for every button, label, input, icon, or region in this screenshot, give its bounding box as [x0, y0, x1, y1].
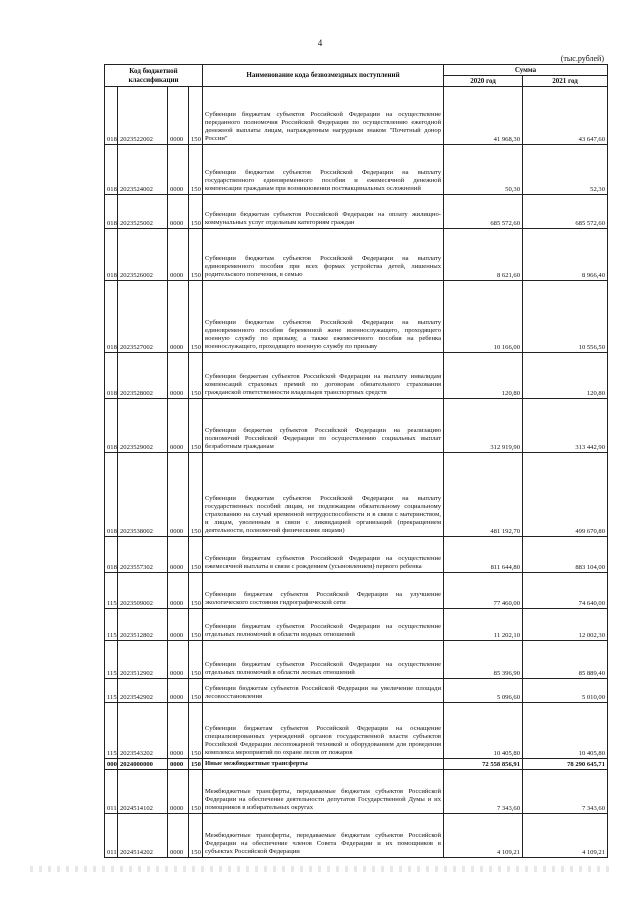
amount-2021-cell: 883 104,00: [523, 537, 608, 573]
description-cell: Субвенции бюджетам субъектов Российской Федерации на осуществление отдельных полномочий в области лесных отношений: [203, 641, 444, 679]
description-cell: Субвенции бюджетам субъектов Российской Федерации на оснащение специализированных учреждений органов государственной власти субъектов Российской Федерации лесопожарной техникой и оборудованием для проведения комплекса мероприятий по охране лесов от пожаров: [203, 703, 444, 759]
amount-2021-cell: 8 966,40: [523, 229, 608, 281]
amount-2021-cell: 74 640,00: [523, 573, 608, 609]
amount-2020-cell: 4 109,21: [444, 813, 523, 857]
income-code-cell: 2023526002: [118, 229, 168, 281]
header-name: Наименование кода безвозмездных поступлений: [203, 65, 444, 87]
amount-2021-cell: 499 670,80: [523, 453, 608, 537]
budget-table: [104, 64, 608, 858]
table-row: [105, 87, 608, 145]
amount-2020-cell: 685 572,60: [444, 195, 523, 229]
income-code-cell: 2023529002: [118, 399, 168, 453]
description-cell: Субвенции бюджетам субъектов Российской Федерации на оплату жилищно-коммунальных услуг отдельным категориям граждан: [203, 195, 444, 229]
program-code-cell: 0000: [168, 609, 189, 641]
description-cell: Субвенции бюджетам субъектов Российской Федерации на выплату единовременного пособия при всех формах устройства детей, лишенных родительского попечения, в семью: [203, 229, 444, 281]
amount-2020-cell: 72 558 856,91: [444, 759, 523, 770]
program-code-cell: 0000: [168, 679, 189, 703]
amount-2020-cell: 10 166,00: [444, 281, 523, 353]
description-cell: Субвенции бюджетам субъектов Российской Федерации на выплату единовременного пособия беременной жене военнослужащего, проходящего военную службу по призыву, а также ежемесячного пособия на ребенка военнослужащего, проходящего военную службу по призыву: [203, 281, 444, 353]
program-code-cell: 0000: [168, 573, 189, 609]
description-cell: Субвенции бюджетам субъектов Российской Федерации на выплату государственного единовременного пособия и ежемесячной денежной компенсации гражданам при возникновении поствакцинальных осложнений: [203, 145, 444, 195]
income-code-cell: 2023557302: [118, 537, 168, 573]
table-row: [105, 399, 608, 453]
description-cell: Субвенции бюджетам субъектов Российской Федерации на выплату инвалидам компенсаций страховых премий по договорам обязательного страхования гражданской ответственности владельцев транспортных средств: [203, 353, 444, 399]
admin-code-cell: 018: [105, 281, 118, 353]
class-code-cell: 150: [189, 759, 203, 770]
class-code-cell: 150: [189, 87, 203, 145]
amount-2020-cell: 77 460,00: [444, 573, 523, 609]
amount-2021-cell: 4 109,21: [523, 813, 608, 857]
description-cell: Субвенции бюджетам субъектов Российской Федерации на осуществление ежемесячной выплаты в связи с рождением (усыновлением) первого ребенка: [203, 537, 444, 573]
amount-2020-cell: 7 343,60: [444, 769, 523, 813]
amount-2021-cell: 10 556,50: [523, 281, 608, 353]
amount-2021-cell: 43 647,60: [523, 87, 608, 145]
amount-2020-cell: 120,80: [444, 353, 523, 399]
program-code-cell: 0000: [168, 537, 189, 573]
program-code-cell: 0000: [168, 87, 189, 145]
income-code-cell: 2023527002: [118, 281, 168, 353]
income-code-cell: 2023522002: [118, 87, 168, 145]
class-code-cell: 150: [189, 195, 203, 229]
units-label: (тыс.рублей): [560, 54, 604, 63]
income-code-cell: 2023512902: [118, 641, 168, 679]
class-code-cell: 150: [189, 145, 203, 195]
table-row: [105, 145, 608, 195]
description-cell: Субвенции бюджетам субъектов Российской Федерации на осуществление переданного полномочия Российской Федерации по осуществлению ежегодной денежной выплаты лицам, награжденным нагрудным знаком "Почетный донор России": [203, 87, 444, 145]
income-code-cell: 2023528002: [118, 353, 168, 399]
amount-2020-cell: 50,30: [444, 145, 523, 195]
income-code-cell: 2023509002: [118, 573, 168, 609]
class-code-cell: 150: [189, 813, 203, 857]
program-code-cell: 0000: [168, 641, 189, 679]
admin-code-cell: 018: [105, 453, 118, 537]
amount-2020-cell: 811 644,80: [444, 537, 523, 573]
amount-2020-cell: 481 192,70: [444, 453, 523, 537]
class-code-cell: 150: [189, 453, 203, 537]
amount-2021-cell: 685 572,60: [523, 195, 608, 229]
amount-2020-cell: 41 968,30: [444, 87, 523, 145]
admin-code-cell: 018: [105, 195, 118, 229]
class-code-cell: 150: [189, 281, 203, 353]
admin-code-cell: 115: [105, 609, 118, 641]
amount-2020-cell: 11 202,10: [444, 609, 523, 641]
description-cell: Иные межбюджетные трансферты: [203, 759, 444, 770]
class-code-cell: 150: [189, 769, 203, 813]
amount-2021-cell: 85 889,40: [523, 641, 608, 679]
table-row: [105, 641, 608, 679]
admin-code-cell: 018: [105, 399, 118, 453]
program-code-cell: 0000: [168, 399, 189, 453]
header-year-2021: 2021 год: [523, 76, 608, 87]
program-code-cell: 0000: [168, 769, 189, 813]
admin-code-cell: 018: [105, 145, 118, 195]
income-code-cell: 2023525002: [118, 195, 168, 229]
admin-code-cell: 018: [105, 229, 118, 281]
table-row: [105, 537, 608, 573]
page-number: 4: [317, 38, 323, 48]
header-sum: Сумма: [444, 65, 608, 76]
program-code-cell: 0000: [168, 813, 189, 857]
admin-code-cell: 018: [105, 87, 118, 145]
admin-code-cell: 011: [105, 769, 118, 813]
header-code: Код бюджетной классификации: [105, 65, 203, 87]
income-code-cell: 2024514102: [118, 769, 168, 813]
description-cell: Субвенции бюджетам субъектов Российской Федерации на выплату государственных пособий лицам, не подлежащим обязательному социальному страхованию на случай временной нетрудоспособности и в связи с материнством, и лицам, уволенным в связи с ликвидацией организаций (прекращением деятельности, полномочий физическими лицами): [203, 453, 444, 537]
amount-2021-cell: 7 343,60: [523, 769, 608, 813]
amount-2021-cell: 10 405,80: [523, 703, 608, 759]
table-row: [105, 229, 608, 281]
class-code-cell: 150: [189, 703, 203, 759]
description-cell: Субвенции бюджетам субъектов Российской Федерации на осуществление отдельных полномочий в области водных отношений: [203, 609, 444, 641]
admin-code-cell: 018: [105, 537, 118, 573]
description-cell: Субвенции бюджетам субъектов Российской Федерации на реализацию полномочий Российской Федерации по осуществлению социальных выплат безработным гражданам: [203, 399, 444, 453]
program-code-cell: 0000: [168, 229, 189, 281]
amount-2021-cell: 120,80: [523, 353, 608, 399]
program-code-cell: 0000: [168, 703, 189, 759]
amount-2020-cell: 312 919,90: [444, 399, 523, 453]
amount-2021-cell: 52,30: [523, 145, 608, 195]
amount-2021-cell: 5 010,00: [523, 679, 608, 703]
description-cell: Межбюджетные трансферты, передаваемые бюджетам субъектов Российской Федерации на обеспечение деятельности депутатов Государственной Думы и их помощников в избирательных округах: [203, 769, 444, 813]
amount-2020-cell: 10 405,80: [444, 703, 523, 759]
income-code-cell: 2023543202: [118, 703, 168, 759]
income-code-cell: 2023512802: [118, 609, 168, 641]
table-row: [105, 703, 608, 759]
income-code-cell: 2023542902: [118, 679, 168, 703]
amount-2020-cell: 85 396,90: [444, 641, 523, 679]
class-code-cell: 150: [189, 537, 203, 573]
description-cell: Субвенции бюджетам субъектов Российской Федерации на увеличение площади лесовосстановления: [203, 679, 444, 703]
table-row: [105, 679, 608, 703]
admin-code-cell: 115: [105, 573, 118, 609]
class-code-cell: 150: [189, 399, 203, 453]
class-code-cell: 150: [189, 609, 203, 641]
amount-2021-cell: 12 002,30: [523, 609, 608, 641]
admin-code-cell: 115: [105, 703, 118, 759]
description-cell: Межбюджетные трансферты, передаваемые бюджетам субъектов Российской Федерации на обеспечение членов Совета Федерации и их помощников в субъектах Российской Федерации: [203, 813, 444, 857]
program-code-cell: 0000: [168, 353, 189, 399]
amount-2021-cell: 78 290 645,71: [523, 759, 608, 770]
program-code-cell: 0000: [168, 195, 189, 229]
table-row: [105, 813, 608, 857]
header-year-2020: 2020 год: [444, 76, 523, 87]
table-row: [105, 573, 608, 609]
admin-code-cell: 011: [105, 813, 118, 857]
amount-2020-cell: 5 096,60: [444, 679, 523, 703]
admin-code-cell: 000: [105, 759, 118, 770]
table-row: [105, 769, 608, 813]
admin-code-cell: 115: [105, 641, 118, 679]
class-code-cell: 150: [189, 641, 203, 679]
income-code-cell: 2024000000: [118, 759, 168, 770]
table-row: [105, 195, 608, 229]
table-row: [105, 759, 608, 770]
class-code-cell: 150: [189, 573, 203, 609]
income-code-cell: 2024514202: [118, 813, 168, 857]
class-code-cell: 150: [189, 353, 203, 399]
table-row: [105, 609, 608, 641]
table-row: [105, 353, 608, 399]
income-code-cell: 2023538002: [118, 453, 168, 537]
program-code-cell: 0000: [168, 453, 189, 537]
income-code-cell: 2023524002: [118, 145, 168, 195]
program-code-cell: 0000: [168, 281, 189, 353]
description-cell: Субвенции бюджетам субъектов Российской Федерации на улучшение экологического состояния гидрографической сети: [203, 573, 444, 609]
admin-code-cell: 115: [105, 679, 118, 703]
table-row: [105, 453, 608, 537]
table-row: [105, 281, 608, 353]
admin-code-cell: 018: [105, 353, 118, 399]
amount-2021-cell: 313 442,90: [523, 399, 608, 453]
class-code-cell: 150: [189, 679, 203, 703]
class-code-cell: 150: [189, 229, 203, 281]
program-code-cell: 0000: [168, 759, 189, 770]
scan-noise: [30, 866, 610, 872]
program-code-cell: 0000: [168, 145, 189, 195]
amount-2020-cell: 8 621,60: [444, 229, 523, 281]
